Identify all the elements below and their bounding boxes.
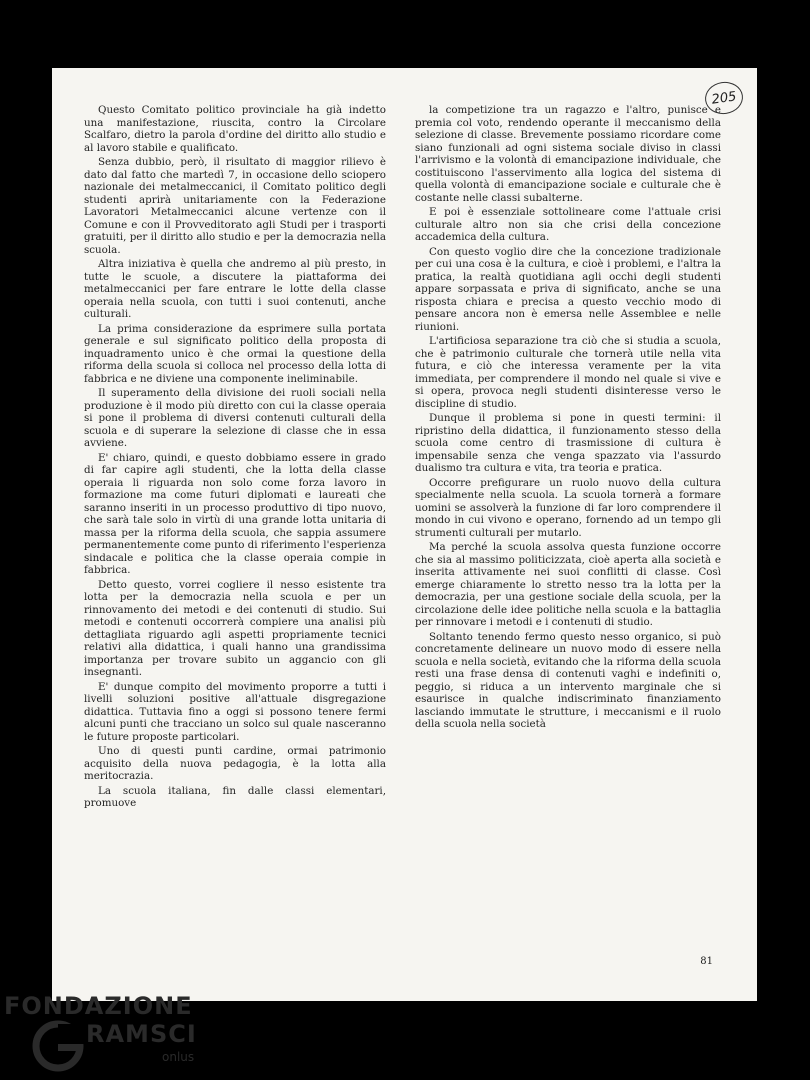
paragraph: Dunque il problema si pone in questi termini: il ripristino della didattica, il funzionamento stesso della scuola come centro di trasmissione di cultura è impensabile senza che venga spazzato via l'assurdo dualismo tra cultura e vita, tra teoria e pratica.: [415, 412, 721, 474]
paragraph: E' chiaro, quindi, e questo dobbiamo essere in grado di far capire agli studenti, che la lotta della classe operaia li riguarda non solo come forza lavoro in formazione ma come futuri diplomati e laureati che saranno inseriti in un processo produttivo di tipo nuovo, che sarà tale solo in virtù di una grande lotta unitaria di massa per la riforma della scuola, che sappia assumere permanentemente come punto di riferimento l'esperienza sindacale e politica che la classe operaia compie in fabbrica.: [84, 451, 386, 576]
paragraph: Senza dubbio, però, il risultato di maggior rilievo è dato dal fatto che martedì 7, in occasione dello sciopero nazionale dei metalmeccanici, il Comitato politico degli studenti aprirà unitariamente con la Federazione Lavoratori Metalmeccanici alcune vertenze con il Comune e con il Provveditorato agli Studi per i trasporti gratuiti, per il diritto allo studio e per la democrazia nella scuola.: [84, 156, 386, 256]
document-page: [52, 68, 757, 1001]
paragraph: la competizione tra un ragazzo e l'altro, punisce e premia col voto, rendendo operante il meccanismo della selezione di classe. Brevemente possiamo ricordare come siano funzionali ad ogni sistema sociale diviso in classi l'arrivismo e la volontà di emancipazione individuale, che costituiscono l'asservimento alla logica del sistema di quella volontà di emancipazione sociale e culturale che è costante nelle classi subalterne.: [415, 104, 721, 204]
paragraph: Con questo voglio dire che la concezione tradizionale per cui una cosa è la cultura, e cioè i problemi, e l'altra la pratica, la realtà quotidiana agli occhi degli studenti appare sorpassata e priva di significato, anche se una risposta chiara e precisa a questo vecchio modo di pensare ancora non è emersa nelle Assemblee e nelle riunioni.: [415, 245, 721, 333]
paragraph: Occorre prefigurare un ruolo nuovo della cultura specialmente nella scuola. La scuola tornerà a formare uomini se assolverà la funzione di far loro comprendere il mondo in cui vivono e operano, fornendo ad un tempo gli strumenti culturali per mutarlo.: [415, 476, 721, 539]
gramsci-logo-icon: [32, 1020, 84, 1072]
left-column: [84, 104, 386, 812]
paragraph: Questo Comitato politico provinciale ha già indetto una manifestazione, riuscita, contro la Circolare Scalfaro, dietro la parola d'ordine del diritto allo studio e al lavoro stabile e qualificato.: [84, 104, 386, 154]
paragraph: E' dunque compito del movimento proporre a tutti i livelli soluzioni positive all'attuale disgregazione didattica. Tuttavia fino a oggi si possono tenere fermi alcuni punti che tracciano un solco sul quale nasceranno le future proposte particolari.: [84, 680, 386, 743]
paragraph: Soltanto tenendo fermo questo nesso organico, si può concretamente delineare un nuovo modo di essere nella scuola e nella società, evitando che la riforma della scuola resti una frase densa di contenuti vaghi e indefiniti o, peggio, si riduca a un intervento marginale che si esaurisce in qualche indiscriminato finanziamento lasciando immutate le strutture, i meccanismi e il ruolo della scuola nella società: [415, 630, 721, 730]
watermark-onlus: onlus: [162, 1050, 195, 1064]
watermark-line1: FONDAZIONE: [4, 992, 193, 1020]
paragraph: Uno di questi punti cardine, ormai patrimonio acquisito della nuova pedagogia, è la lotta alla meritocrazia.: [84, 745, 386, 782]
paragraph: La prima considerazione da esprimere sulla portata generale e sul significato politico della proposta di inquadramento unico è che ormai la questione della riforma della scuola si colloca nel processo della lotta di fabbrica e ne diviene una componente ineliminabile.: [84, 322, 386, 385]
paragraph: Il superamento della divisione dei ruoli sociali nella produzione è il modo più diretto con cui la classe operaia si pone il problema di diversi contenuti culturali della scuola e di superare la selezione di classe che in essa avviene.: [84, 387, 386, 449]
page-number: 81: [700, 956, 713, 967]
right-column: [415, 104, 721, 733]
paragraph: Detto questo, vorrei cogliere il nesso esistente tra lotta per la democrazia nella scuola e per un rinnovamento dei metodi e dei contenuti di studio. Sui metodi e contenuti occorrerà compiere una analisi più dettagliata riguardo agli aspetti propriamente tecnici relativi alla didattica, i quali hanno una grandissima importanza per trovare subito un aggancio con gli insegnanti.: [84, 578, 386, 678]
watermark-line2: RAMSCI: [86, 1020, 197, 1048]
paragraph: L'artificiosa separazione tra ciò che si studia a scuola, che è patrimonio culturale che tornerà utile nella vita futura, e ciò che interessa veramente per la vita immediata, per comprendere il mondo nel quale si vive e si opera, provoca negli studenti disinteresse verso le discipline di studio.: [415, 335, 721, 410]
paragraph: La scuola italiana, fin dalle classi elementari, promuove: [84, 784, 386, 809]
paragraph: E poi è essenziale sottolineare come l'attuale crisi culturale altro non sia che crisi della concezione accademica della cultura.: [415, 206, 721, 243]
fondazione-gramsci-watermark: [4, 992, 214, 1076]
paragraph: Ma perché la scuola assolva questa funzione occorre che sia al massimo politicizzata, cioè aperta alla società e inserita attivamente nei suoi conflitti di classe. Così emerge chiaramente lo stretto nesso tra la lotta per la democrazia, per una gestione sociale della scuola, per la circolazione delle idee politiche nella scuola e la battaglia per rinnovare i metodi e i contenuti di studio.: [415, 541, 721, 628]
paragraph: Altra iniziativa è quella che andremo al più presto, in tutte le scuole, a discutere la piattaforma dei metalmeccanici per fare entrare le lotte della classe operaia nella scuola, con tutti i suoi contenuti, anche culturali.: [84, 258, 386, 320]
archive-stamp: 205: [703, 80, 745, 117]
